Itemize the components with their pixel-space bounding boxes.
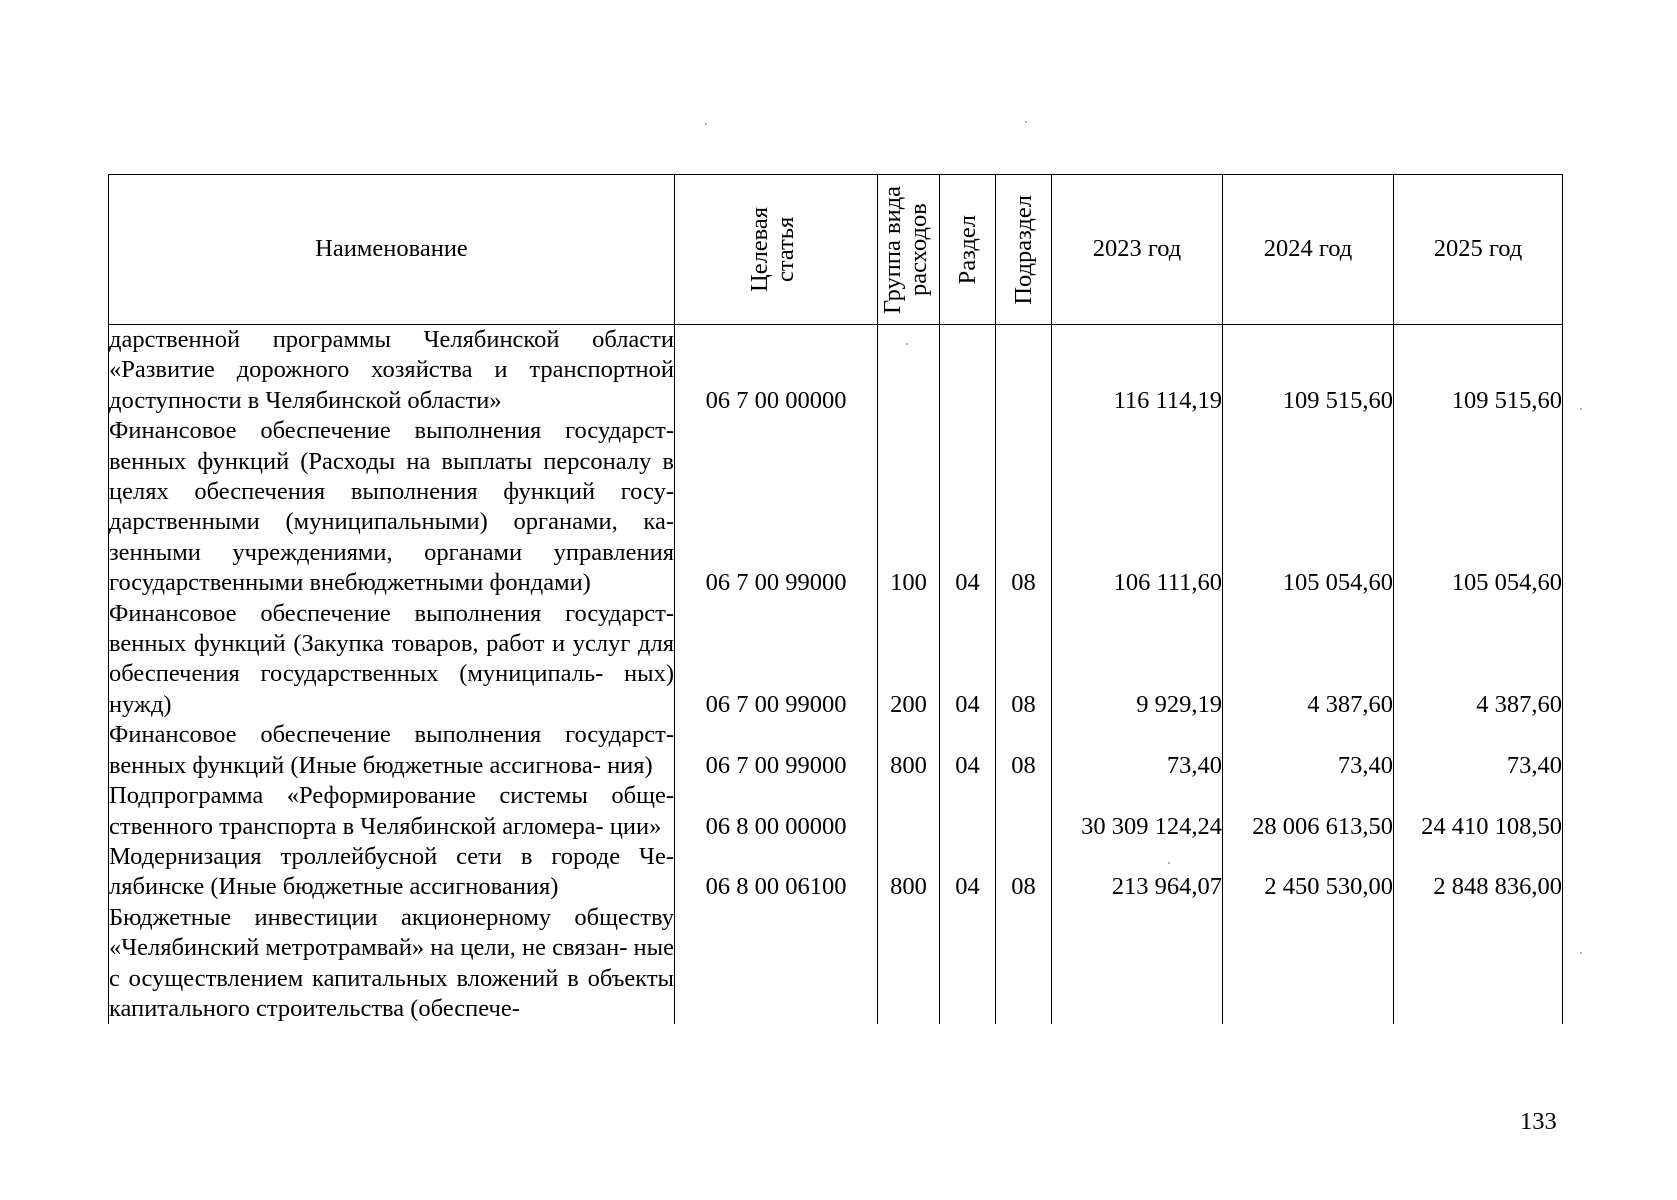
- row-expense-group: 200: [878, 599, 940, 721]
- row-2025: 4 387,60: [1394, 599, 1563, 721]
- row-2023: 30 309 124,24: [1052, 781, 1223, 842]
- row-name: Бюджетные инвестиции акционерному обществу «Челябинский метротрамвай» на цели, не связан- ные с осуществлением капитальных вложений в объекты капитального строительства (обеспече-: [109, 903, 675, 1025]
- row-subsection: 08: [996, 599, 1052, 721]
- budget-table: [108, 174, 1563, 1024]
- header-section-label: Раздел: [953, 214, 981, 285]
- row-2023: 213 964,07: [1052, 842, 1223, 903]
- row-target-article: 06 8 00 06100: [675, 842, 878, 903]
- row-2025: 2 848 836,00: [1394, 842, 1563, 903]
- row-2025: [1394, 903, 1563, 1025]
- row-name: Подпрограмма «Реформирование системы обще- ственного транспорта в Челябинской агломера- ции»: [109, 781, 675, 842]
- row-subsection: 08: [996, 842, 1052, 903]
- header-section: [940, 175, 996, 325]
- row-subsection: [996, 781, 1052, 842]
- row-name: дарственной программы Челябинской области «Развитие дорожного хозяйства и транспортной доступности в Челябинской области»: [109, 325, 675, 417]
- row-section: 04: [940, 720, 996, 781]
- row-2024: 105 054,60: [1223, 416, 1394, 598]
- row-expense-group: [878, 781, 940, 842]
- header-target-article-label: Целевая статья: [746, 206, 799, 293]
- scan-speck: [705, 123, 707, 125]
- table-row: [109, 720, 1563, 781]
- table-row: [109, 599, 1563, 721]
- row-2024: 109 515,60: [1223, 325, 1394, 417]
- row-2024: 4 387,60: [1223, 599, 1394, 721]
- scan-speck: [1580, 408, 1582, 410]
- row-expense-group: [878, 903, 940, 1025]
- row-2023: 73,40: [1052, 720, 1223, 781]
- row-2025: 73,40: [1394, 720, 1563, 781]
- row-subsection: [996, 325, 1052, 417]
- row-subsection: 08: [996, 720, 1052, 781]
- table-row: [109, 416, 1563, 598]
- row-2024: 73,40: [1223, 720, 1394, 781]
- row-name: Финансовое обеспечение выполнения государст- венных функций (Иные бюджетные ассигнова- ния): [109, 720, 675, 781]
- header-target-article: [675, 175, 878, 325]
- header-2025: 2025 год: [1394, 175, 1563, 325]
- row-expense-group: [878, 325, 940, 417]
- row-2025: 105 054,60: [1394, 416, 1563, 598]
- row-2023: [1052, 903, 1223, 1025]
- table-row: [109, 903, 1563, 1025]
- row-target-article: 06 7 00 99000: [675, 416, 878, 598]
- table-row: [109, 842, 1563, 903]
- table-row: [109, 325, 1563, 417]
- header-subsection-label: Подраздел: [1009, 194, 1037, 305]
- header-2024: 2024 год: [1223, 175, 1394, 325]
- page-number: 133: [1520, 1108, 1557, 1135]
- header-expense-group-label: Группа вида расходов: [878, 185, 932, 314]
- header-subsection: [996, 175, 1052, 325]
- scan-speck: [1580, 952, 1582, 954]
- row-expense-group: 800: [878, 842, 940, 903]
- row-expense-group: 100: [878, 416, 940, 598]
- row-name: Финансовое обеспечение выполнения государст- венных функций (Расходы на выплаты персоналу в целях обеспечения выполнения функций госу- дарственными (муниципальными) органами, ка- зенными учреждениями, органами управления государственными внебюджетными фондами): [109, 416, 675, 598]
- row-2023: 9 929,19: [1052, 599, 1223, 721]
- row-section: [940, 903, 996, 1025]
- row-2025: 109 515,60: [1394, 325, 1563, 417]
- row-2024: [1223, 903, 1394, 1025]
- row-target-article: 06 8 00 00000: [675, 781, 878, 842]
- row-target-article: [675, 903, 878, 1025]
- row-section: 04: [940, 416, 996, 598]
- row-target-article: 06 7 00 99000: [675, 599, 878, 721]
- row-subsection: [996, 903, 1052, 1025]
- row-2023: 106 111,60: [1052, 416, 1223, 598]
- row-section: 04: [940, 599, 996, 721]
- row-2025: 24 410 108,50: [1394, 781, 1563, 842]
- table-header-row: [109, 175, 1563, 325]
- row-2024: 2 450 530,00: [1223, 842, 1394, 903]
- row-section: [940, 325, 996, 417]
- row-name: Модернизация троллейбусной сети в городе Че- лябинске (Иные бюджетные ассигнования): [109, 842, 675, 903]
- row-name: Финансовое обеспечение выполнения государст- венных функций (Закупка товаров, работ и услуг для обеспечения государственных (муниципаль- ных) нужд): [109, 599, 675, 721]
- table-row: [109, 781, 1563, 842]
- row-expense-group: 800: [878, 720, 940, 781]
- row-subsection: 08: [996, 416, 1052, 598]
- row-target-article: 06 7 00 99000: [675, 720, 878, 781]
- header-name: Наименование: [109, 175, 675, 325]
- header-2023: 2023 год: [1052, 175, 1223, 325]
- scan-speck: [1025, 121, 1027, 123]
- row-target-article: 06 7 00 00000: [675, 325, 878, 417]
- row-section: [940, 781, 996, 842]
- header-expense-group: [878, 175, 940, 325]
- row-2023: 116 114,19: [1052, 325, 1223, 417]
- row-2024: 28 006 613,50: [1223, 781, 1394, 842]
- row-section: 04: [940, 842, 996, 903]
